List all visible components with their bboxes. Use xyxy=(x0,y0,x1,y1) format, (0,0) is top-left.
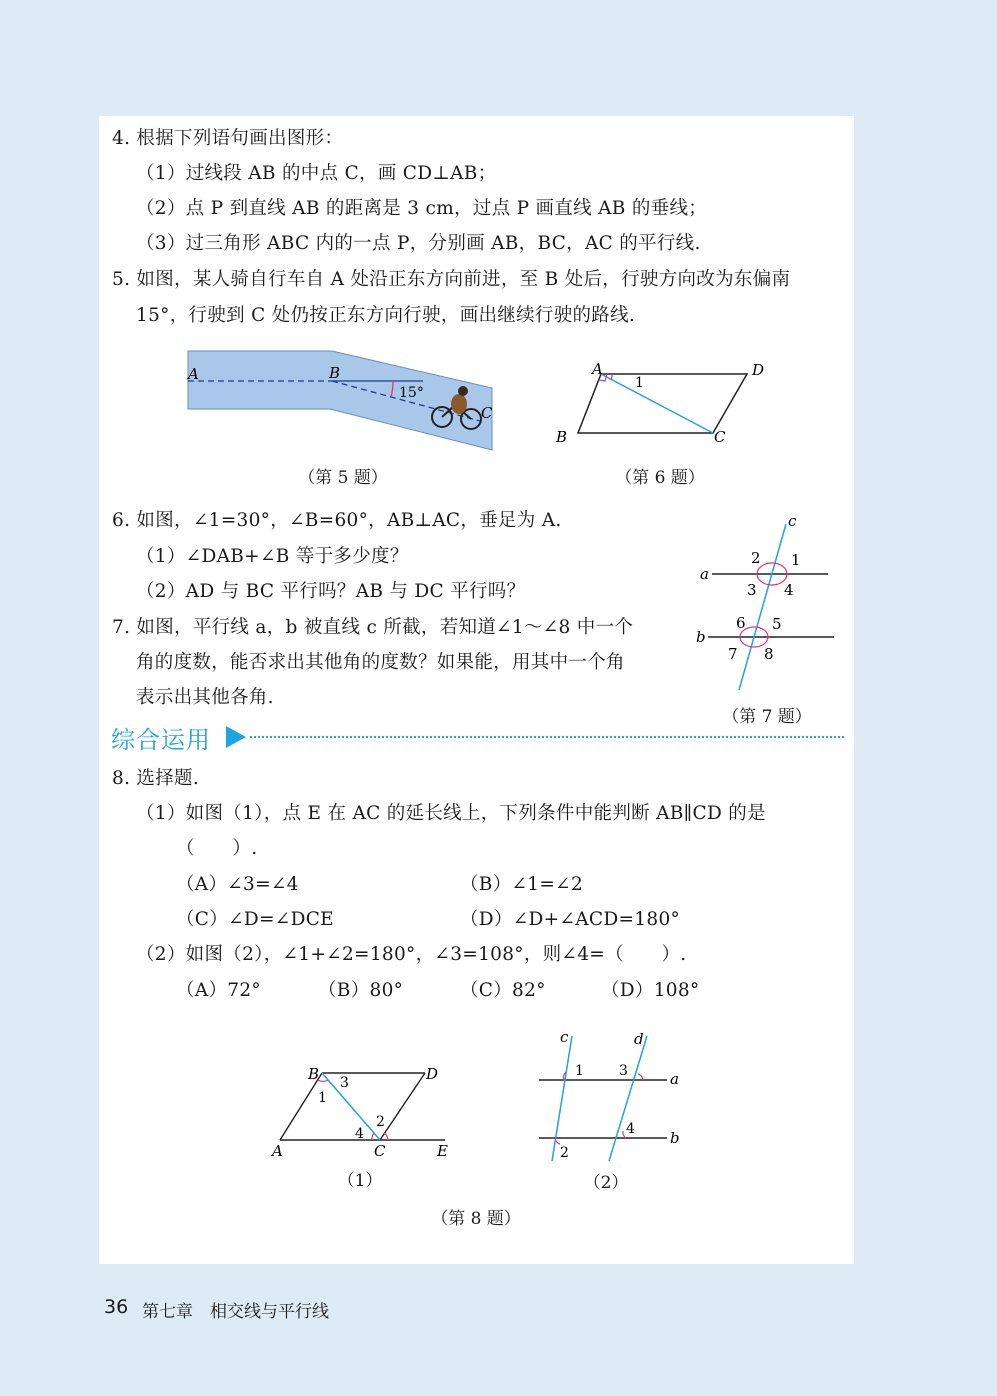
q6-item-2: （2）AD 与 BC 平行吗？AB 与 DC 平行吗？ xyxy=(136,581,526,602)
q8-p2-option-a: （A）72° xyxy=(176,980,261,1001)
fig8-1-angle-2: 2 xyxy=(376,1114,385,1130)
fig8-2-label-a: a xyxy=(670,1070,679,1088)
fig6-label-c: C xyxy=(714,428,726,446)
fig8-2-angle-2: 2 xyxy=(560,1145,569,1161)
fig8-1-label-e: E xyxy=(437,1142,448,1160)
fig6-label-a: A xyxy=(592,360,603,378)
section-divider xyxy=(250,736,844,738)
fig8-1-label-c: C xyxy=(374,1142,386,1160)
fig8-1-label-a: A xyxy=(272,1142,283,1160)
q8-p2-option-c: （C）82° xyxy=(460,980,546,1001)
fig5-label-c: C xyxy=(481,404,493,422)
q4-item-1: （1）过线段 AB 的中点 C，画 CD⊥AB； xyxy=(136,163,497,184)
fig7-label-b: b xyxy=(696,628,706,646)
q7-line-2: 角的度数，能否求出其他角的度数？如果能，用其中一个角 xyxy=(136,652,625,673)
fig7-angle-1: 1 xyxy=(791,551,801,569)
page-number: 36 xyxy=(104,1296,129,1318)
figure-8-1 xyxy=(268,1060,468,1164)
fig7-caption: （第 7 题） xyxy=(722,707,812,727)
fig7-angle-3: 3 xyxy=(747,581,757,599)
fig7-angle-8: 8 xyxy=(764,645,774,663)
fig8-1-angle-3: 3 xyxy=(340,1075,349,1091)
q8-p2-option-d: （D）108° xyxy=(601,980,700,1001)
fig8-2-angle-4: 4 xyxy=(626,1121,635,1137)
figure-7-transversal xyxy=(690,512,840,694)
fig8-2-label-b: b xyxy=(670,1129,680,1147)
fig8-2-label-d: d xyxy=(634,1030,644,1048)
fig7-angle-4: 4 xyxy=(784,581,794,599)
fig7-label-c: c xyxy=(788,512,797,530)
q8-p2-option-b: （B）80° xyxy=(318,980,404,1001)
fig5-caption: （第 5 题） xyxy=(298,468,388,488)
chapter-title: 第七章 相交线与平行线 xyxy=(142,1302,329,1322)
q4-item-3: （3）过三角形 ABC 内的一点 P，分别画 AB，BC，AC 的平行线. xyxy=(136,233,701,254)
figure-5-river xyxy=(185,348,500,454)
fig8-caption: （第 8 题） xyxy=(431,1209,521,1229)
fig7-angle-2: 2 xyxy=(751,549,761,567)
fig8-1-angle-4: 4 xyxy=(355,1126,364,1142)
q8-p1-option-d: （D）∠D+∠ACD=180° xyxy=(460,909,681,930)
q8-p1-option-b: （B）∠1=∠2 xyxy=(460,874,584,895)
q5-line-2: 15°，行驶到 C 处仍按正东方向行驶，画出继续行驶的路线. xyxy=(136,305,636,326)
fig7-label-a: a xyxy=(700,565,709,583)
fig8-1-label-b: B xyxy=(308,1065,320,1083)
fig6-label-b: B xyxy=(556,428,568,446)
q7-line-1: 7. 如图，平行线 a，b 被直线 c 所截，若知道∠1～∠8 中一个 xyxy=(112,617,634,638)
q8-p1-line-1: （1）如图（1），点 E 在 AC 的延长线上，下列条件中能判断 AB∥CD 的是 xyxy=(136,803,766,824)
q8-p1-option-c: （C）∠D=∠DCE xyxy=(176,909,334,930)
fig8-sub-caption-2: （2） xyxy=(583,1173,629,1193)
figure-6-parallelogram xyxy=(550,358,775,450)
q5-line-1: 5. 如图，某人骑自行车自 A 处沿正东方向前进，至 B 处后，行驶方向改为东偏南 xyxy=(112,269,791,290)
fig8-2-label-c: c xyxy=(560,1028,569,1046)
section-arrow-icon xyxy=(226,726,246,748)
q6-item-1: （1）∠DAB+∠B 等于多少度？ xyxy=(136,546,409,567)
fig8-2-angle-3: 3 xyxy=(619,1063,628,1079)
fig7-angle-6: 6 xyxy=(736,614,746,632)
fig6-label-d: D xyxy=(752,361,765,379)
fig8-1-label-d: D xyxy=(426,1065,439,1083)
fig5-angle-label: 15° xyxy=(399,385,424,401)
q6-stem: 6. 如图，∠1=30°，∠B=60°，AB⊥AC，垂足为 A. xyxy=(112,510,562,531)
q4-item-2: （2）点 P 到直线 AB 的距离是 3 cm，过点 P 画直线 AB 的垂线； xyxy=(136,198,708,219)
fig7-angle-7: 7 xyxy=(728,645,738,663)
q8-p1-option-a: （A）∠3=∠4 xyxy=(176,874,299,895)
q8-stem: 8. 选择题. xyxy=(112,768,200,789)
q8-p2-line: （2）如图（2），∠1+∠2=180°，∠3=108°，则∠4=（ ）. xyxy=(136,944,687,965)
section-title: 综合运用 xyxy=(111,726,211,754)
q4-stem: 4. 根据下列语句画出图形： xyxy=(112,128,344,149)
fig7-angle-5: 5 xyxy=(772,615,782,633)
q7-line-3: 表示出其他各角. xyxy=(136,687,274,708)
figure-8-2 xyxy=(534,1026,694,1168)
fig5-label-a: A xyxy=(188,365,199,383)
fig5-label-b: B xyxy=(329,364,341,382)
fig6-caption: （第 6 题） xyxy=(615,468,705,488)
q8-p1-line-2: （ ）. xyxy=(176,838,258,859)
fig6-angle-1: 1 xyxy=(635,375,644,391)
fig8-1-angle-1: 1 xyxy=(318,1090,327,1106)
fig8-sub-caption-1: （1） xyxy=(337,1171,383,1191)
fig8-2-angle-1: 1 xyxy=(575,1063,584,1079)
